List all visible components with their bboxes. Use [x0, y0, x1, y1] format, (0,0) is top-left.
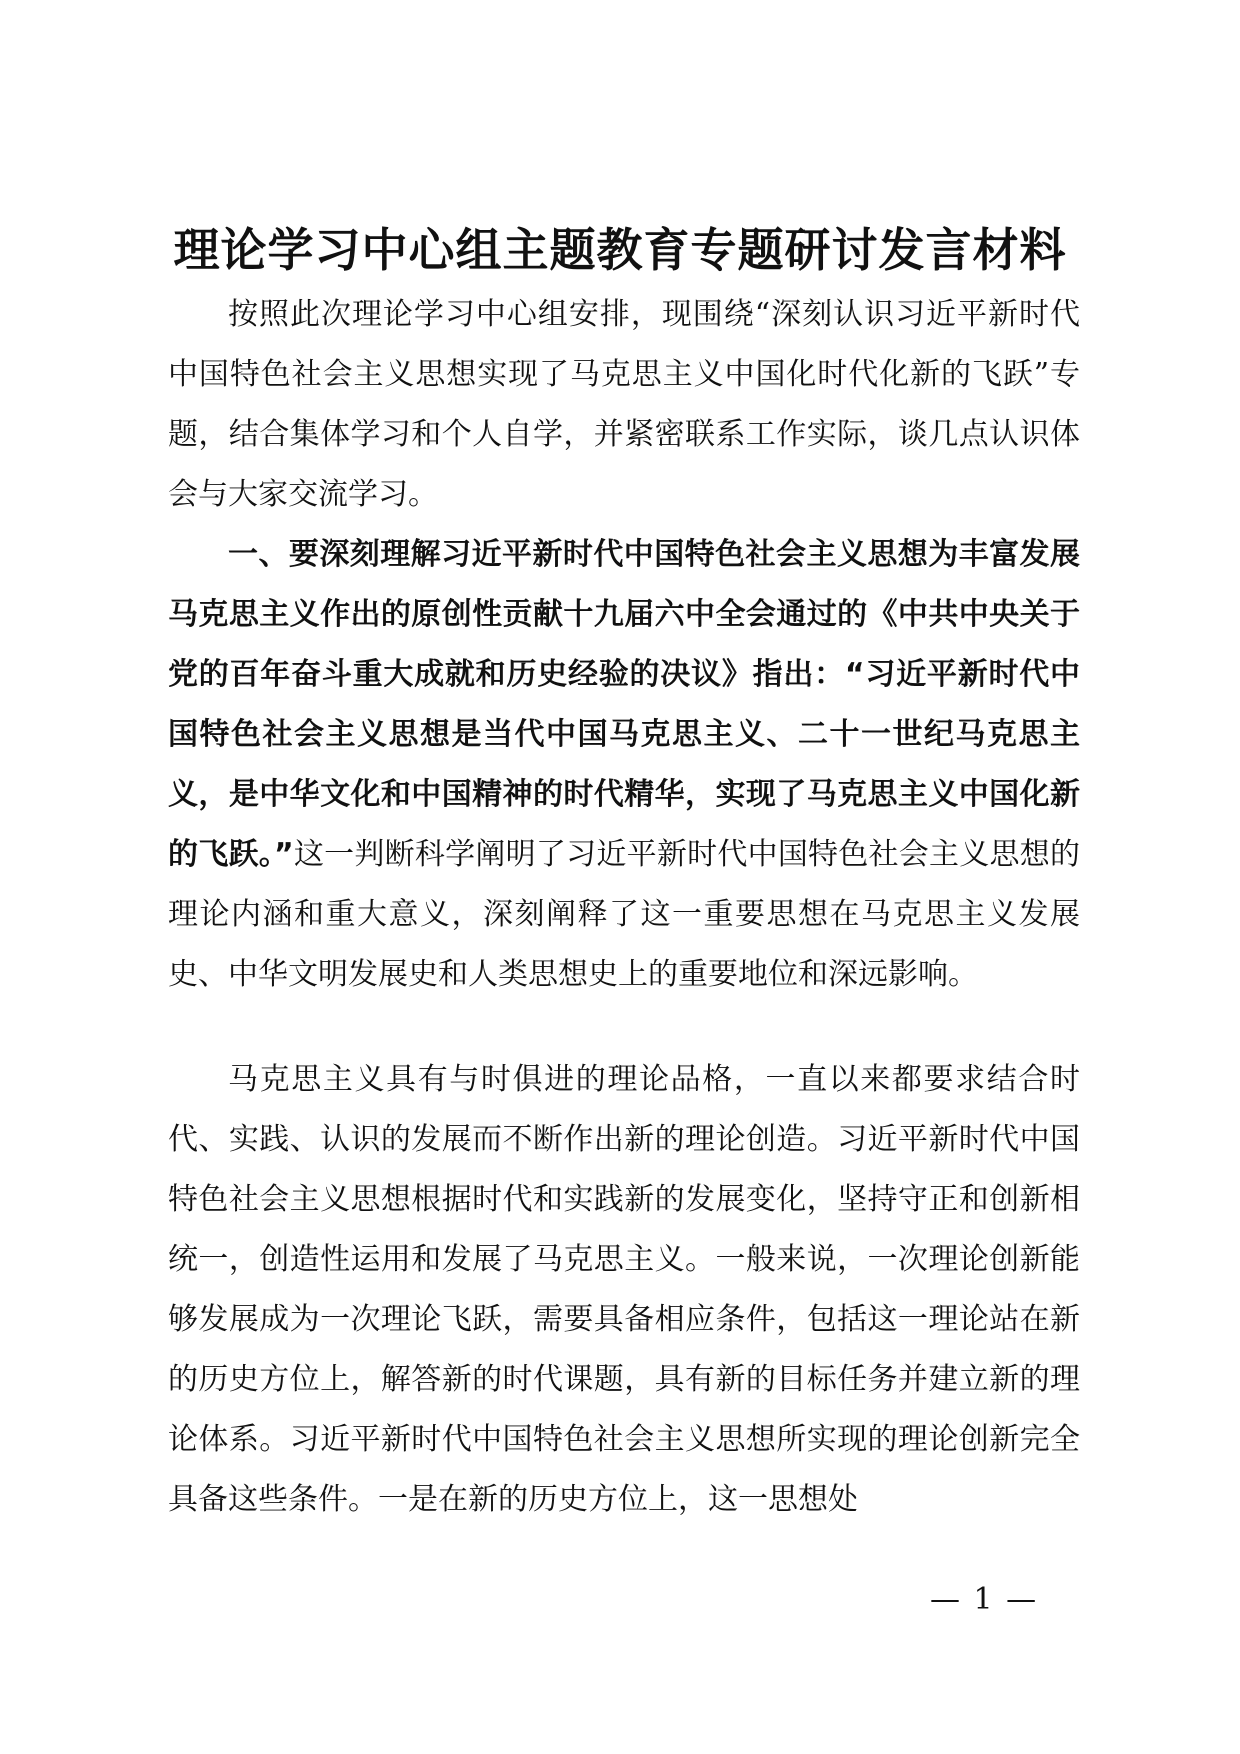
document-title: 理论学习中心组主题教育专题研讨发言材料 [173, 223, 1067, 277]
intro-paragraph: 按照此次理论学习中心组安排，现围绕“深刻认识习近平新时代中国特色社会主义思想实现了马克思主义中国化时代化新的飞跃”专题，结合集体学习和个人自学，并紧密联系工作实际，谈几点认识体会与大家交流学习。 [168, 297, 1080, 512]
section-one-paragraph [168, 525, 1080, 1005]
section-one-body: 这一判断科学阐明了习近平新时代中国特色社会主义思想的理论内涵和重大意义，深刻阐释了这一重要思想在马克思主义发展史、中华文明发展史和人类思想史上的重要地位和深远影响。 [168, 837, 1080, 992]
body-paragraph: 马克思主义具有与时俱进的理论品格，一直以来都要求结合时代、实践、认识的发展而不断作出新的理论创造。习近平新时代中国特色社会主义思想根据时代和实践新的发展变化，坚持守正和创新相统一，创造性运用和发展了马克思主义。一般来说，一次理论创新能够发展成为一次理论飞跃，需要具备相应条件，包括这一理论站在新的历史方位上，解答新的时代课题，具有新的目标任务并建立新的理论体系。习近平新时代中国特色社会主义思想所实现的理论创新完全具备这些条件。一是在新的历史方位上，这一思想处 [168, 1062, 1080, 1517]
page-number: — 1 — [930, 1582, 1039, 1617]
section-one-heading: 一、要深刻理解习近平新时代中国特色社会主义思想为丰富发展马克思主义作出的原创性贡献十九届六中全会通过的《中共中央关于党的百年奋斗重大成就和历史经验的决议》指出：“习近平新时代中国特色社会主义思想是当代中国马克思主义、二十一世纪马克思主义，是中华文化和中国精神的时代精华，实现了马克思主义中国化新的飞跃。” [168, 537, 1080, 872]
